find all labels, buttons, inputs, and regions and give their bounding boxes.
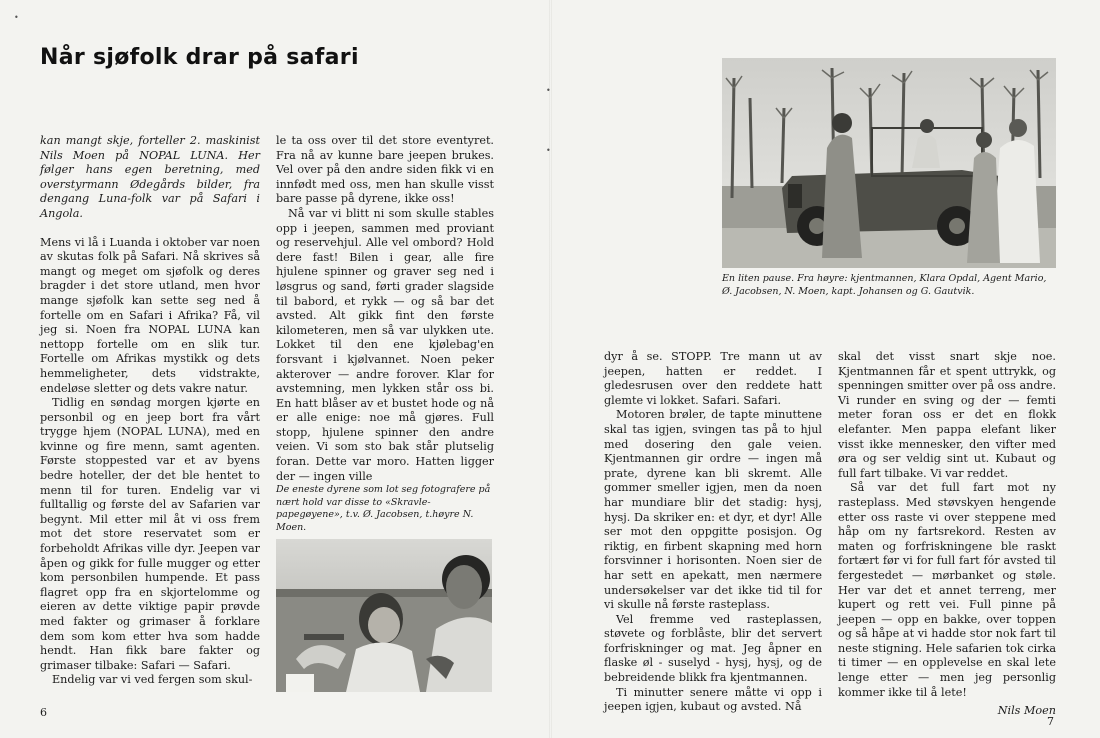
paragraph: Nå var vi blitt ni som skulle stables opp i jeepen, sammen med proviant og reservehjul. Alle vel ombord? Hold dere fast! Bilen i gear, alle fire hjulene spinner og graver seg ned i løsgrus og sand, førti grader slagside til babord, et rykk — og så bar det avsted. Alt gikk fint den første kilometeren, men så var ulykken ute. Lokket til den ene kjølebag'en forsvant i kjølvannet. Noen peker akterover — andre forover. Klar for avstemning, men lykken står oss bi. En hatt blåser av et bustet hode og nå er alle enige: noe må gjøres. Full stopp, hjulene spinner den andre veien. Vi som sto bak står plutselig foran. Dette var moro. Hatten ligger der — ingen ville bbox=[276, 206, 494, 483]
scan-mark: • bbox=[546, 146, 551, 155]
scan-mark: • bbox=[546, 86, 551, 95]
paragraph: dyr å se. STOPP. Tre mann ut av jeepen, hatten er reddet. I gledesrusen over den reddete hatt glemte vi lokket. Safari. Safari. bbox=[604, 350, 822, 407]
author-signature: Nils Moen bbox=[997, 704, 1056, 718]
jeep-photo bbox=[722, 58, 1056, 268]
article-intro: kan mangt skje, forteller 2. maskinist Nils Moen på NOPAL LUNA. Her følger hans egen beretning, med overstyrmann Ødegårds bilder, fra dengang Luna-folk var på Safari i Angola. bbox=[40, 134, 260, 220]
paragraph: Endelig var vi ved fergen som skul- bbox=[52, 673, 253, 687]
bottom-photo-caption: De eneste dyrene som lot seg fotografere på nært hold var disse to «Skravle-papegøyene», t.v. Ø. Jacobsen, t.høyre N. Moen. bbox=[276, 484, 491, 533]
paragraph: skal det visst snart skje noe. Kjentmannen får et spent uttrykk, og spenningen smitter over på oss andre. Vi runder en sving og der — femti meter foran oss er det en flokk elefanter. Men pappa elefant liker visst ikke mennesker, den vifter med øra og ser veldig sint ut. Kubaut og full fart tilbake. Vi var reddet. bbox=[838, 350, 1057, 480]
text-column-2 bbox=[276, 134, 494, 484]
paragraph: Motoren brøler, de tapte minuttene skal tas igjen, svingen tas på to hjul med dosering den gale veien. Kjentmannen gir ordre — ingen må prate, dyrene kan bli skremt. Alle gommer smeller igjen, men da noen har mundiare blir det stadig: hysj, hysj. Da skriker en: et dyr, et dyr! Alle ser mot den oppgitte posisjon. Og riktig, en firbent skapning med horn forsvinner i horisonten. Noen sier de har sett en apekatt, men nærmere undersøkelser var det ikke tid til for vi skulle nå første rasteplass. bbox=[604, 408, 822, 612]
paragraph: Tidlig en søndag morgen kjørte en personbil og en jeep bort fra vårt trygge hjem (NOPAL LUNA), med en kvinne og fire menn, samt agenten. Første stoppested var et av byens bedre hoteller, der det ble hentet to menn til for turen. Endelig var vi fulltallig og første del av Safarien var begynt. Mil etter mil åt vi oss frem mot det store reservatet som er forbeholdt Afrikas ville dyr. Jeepen var åpen og gikk for fulle mugger og etter kom personbilen humpende. Et pass flagret opp fra en skjortelomme og eieren av dette viktige papir prøvde med fakter og grimaser å forklare dem som kom etter hva som hadde hendt. Han fikk bare fakter og grimaser tilbake: Safari — Safari. bbox=[40, 396, 260, 672]
scan-mark: • bbox=[14, 13, 19, 22]
article-title: Når sjøfolk drar på safari bbox=[40, 45, 359, 70]
paragraph: Ti minutter senere måtte vi opp i jeepen igjen, kubaut og avsted. Nå bbox=[604, 685, 822, 714]
page-number-right: 7 bbox=[1047, 715, 1054, 728]
paragraph: Vel fremme ved rasteplassen, støvete og forblåste, blir det servert forfriskninger og mat. Jeg åpner en flaske øl - suselyd - hysj, hysj, og de bebreidende blikk fra kjentmannen. bbox=[604, 612, 822, 685]
page-gutter bbox=[549, 0, 552, 738]
parrots-photo bbox=[276, 539, 492, 692]
paragraph: Så var det full fart mot ny rasteplass. Med støvskyen hengende etter oss raste vi over steppene med håp om ny fartsrekord. Resten av maten og forfriskningene ble raskt fortært før vi for full fart fór avsted til fergestedet — mørbanket og støle. Her var det et annet terreng, mer kupert og rett vei. Full pinne på jeepen — opp en bakke, over toppen og så håpe at vi hadde stor nok fart til neste stigning. Hele safarien tok cirka ti timer — en opplevelse en skal lete lenge etter — men jeg personlig kommer ikke til å lete! bbox=[838, 481, 1056, 699]
text-column-3 bbox=[604, 350, 822, 715]
top-photo-caption: En liten pause. Fra høyre: kjentmannen, Klara Opdal, Agent Mario, Ø. Jacobsen, N. Moen, kapt. Johansen og G. Gautvik. bbox=[722, 273, 1047, 297]
text-column-4 bbox=[838, 350, 1056, 719]
page-number-left: 6 bbox=[40, 706, 47, 719]
text-column-1 bbox=[40, 134, 260, 688]
paragraph: le ta oss over til det store eventyret. Fra nå av kunne bare jeepen brukes. Vel over på den andre siden fikk vi en innfødt med oss, men han skulle visst bare passe på dyrene, ikke oss! bbox=[276, 134, 494, 206]
paragraph: Mens vi lå i Luanda i oktober var noen av skutas folk på Safari. Nå skrives så mangt og meget om sjøfolk og deres bragder i det store utland, men hvor mange sjøfolk kan sette seg ned å fortelle om en Safari i Afrika? Få, vil jeg si. Noen fra NOPAL LUNA kan nettopp fortelle om en slik tur. Fortelle om Afrikas mystikk og dets hemmeligheter, dets vidstrakte, endeløse sletter og dets vakre natur. bbox=[40, 235, 260, 395]
